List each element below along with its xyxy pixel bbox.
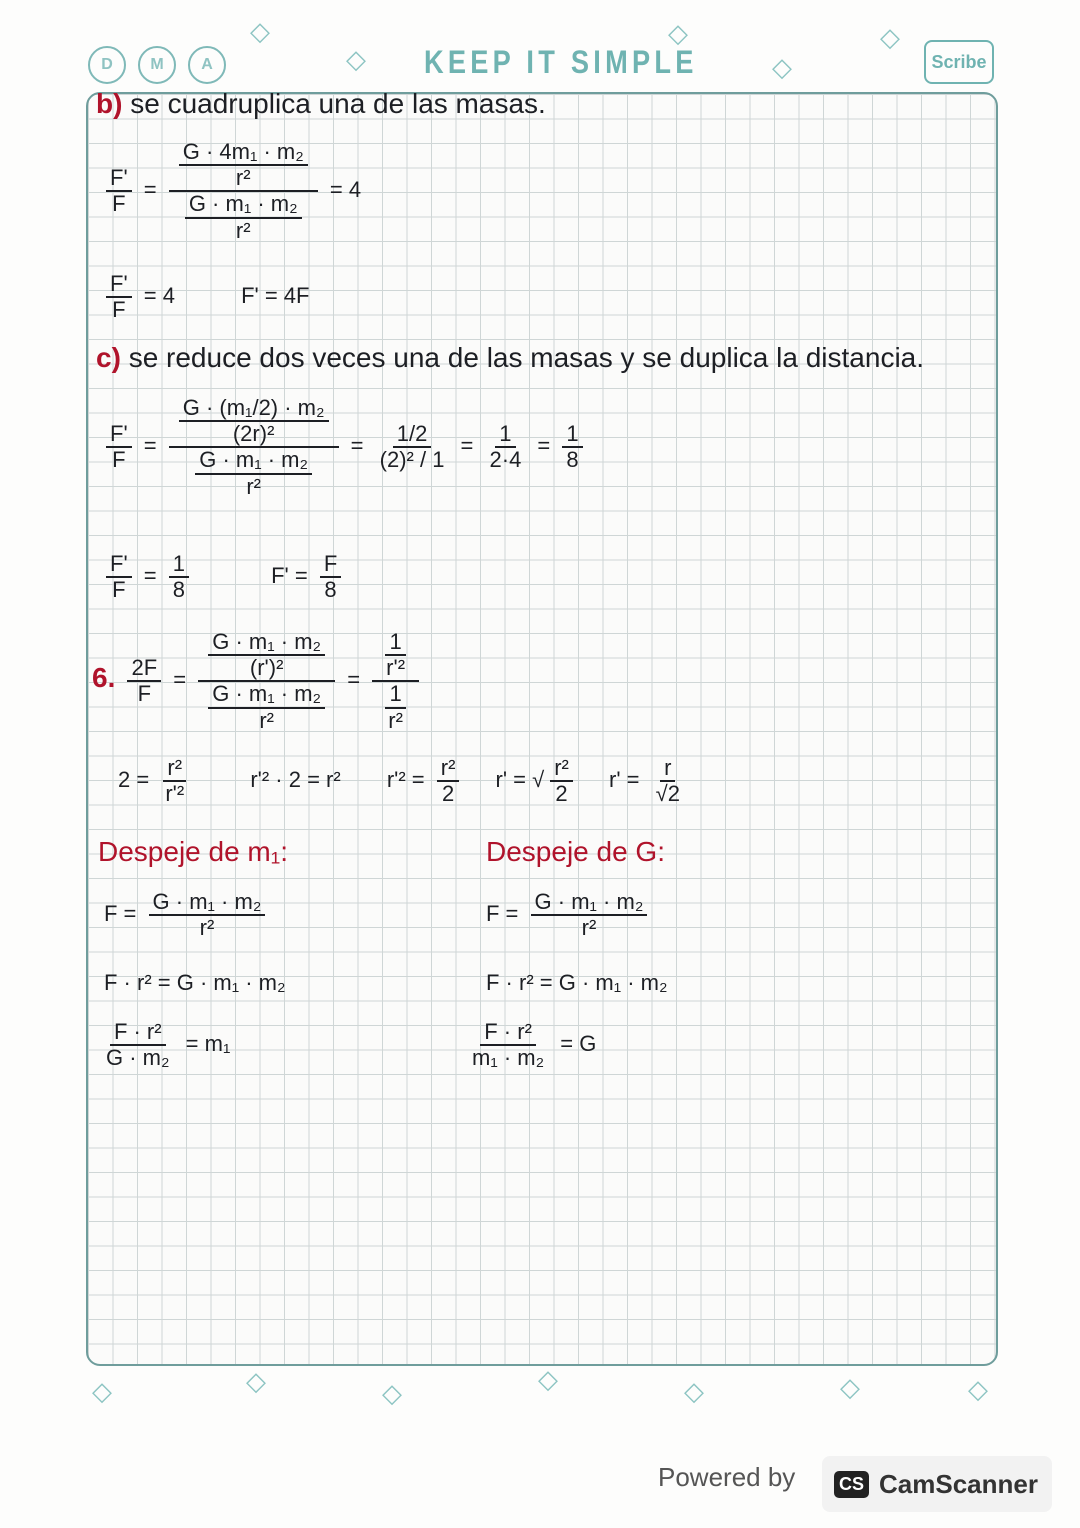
despeje-g-l3 <box>462 1020 596 1070</box>
den: r'² <box>165 781 185 807</box>
num: 1 <box>385 682 405 708</box>
diamond-icon: ◇ <box>668 18 688 48</box>
den: 8 <box>324 577 337 603</box>
despeje-m1-l1 <box>104 890 271 940</box>
q6-label: 6. <box>92 662 116 694</box>
den: 2 <box>441 781 455 807</box>
q6-eq2 <box>118 756 690 806</box>
diamond-icon: ◇ <box>92 1376 112 1406</box>
den: G · m₂ <box>106 1045 170 1071</box>
diamond-icon: ◇ <box>968 1374 988 1404</box>
num: G · m₁ · m₂ <box>149 890 266 916</box>
q6-eq1: 6. $\frac{2F}{F}$ = $\frac{\frac{\text{G · m₁ · m₂}}{\text{(r')²}}}{\frac{\text{G · m₁ · m₂}}{\text{r²}}}$ = $\frac{\frac{1}{\text{r'²}}}{\frac{1}{\text{r²}}}$ <box>92 630 425 733</box>
despeje-g-heading: Despeje de G: <box>486 836 665 867</box>
lhs: F = <box>104 901 137 926</box>
den: r² <box>199 915 215 941</box>
den: F <box>112 191 126 217</box>
rhs: = 4 <box>143 283 175 308</box>
part-b-heading <box>96 88 546 120</box>
diamond-icon: ◇ <box>684 1376 704 1406</box>
rhs: = m₁ <box>185 1031 231 1056</box>
powered-by-text: Powered by <box>658 1462 796 1492</box>
den: r² <box>388 707 403 733</box>
part-c-eq2: $\frac{F'}{F}$ = $\frac{1}{8}$ F' = $\frac{F}{8}$ <box>100 552 347 602</box>
num: F' <box>106 552 132 578</box>
diamond-icon: ◇ <box>538 1364 558 1394</box>
diamond-icon: ◇ <box>250 16 270 46</box>
den: r² <box>235 165 251 191</box>
camscanner-logo-icon: CS <box>834 1471 869 1498</box>
den: r² <box>235 217 251 243</box>
diamond-icon: ◇ <box>772 52 792 82</box>
num: F' <box>106 166 132 192</box>
part-b-eq1: $\frac{F'}{F}$ = $\frac{\frac{\text{G · 4m₁ · m₂}}{\text{r²}}}{\frac{\text{G · m₁ · m₂}}{\text{r²}}}$ = 4 <box>100 140 361 243</box>
num: G · 4m₁ · m₂ <box>179 140 308 166</box>
part-b-label: b) <box>96 88 123 119</box>
num: G · m₁ · m₂ <box>208 682 325 708</box>
num: F · r² <box>110 1020 166 1046</box>
part-b-text: se cuadruplica una de las masas. <box>130 88 546 119</box>
num: F · r² <box>480 1020 536 1046</box>
d-lhs: r' = √ <box>495 767 545 792</box>
part-c-heading <box>96 342 924 374</box>
den: F <box>112 577 126 603</box>
num: r² <box>550 756 573 782</box>
badge-d: D <box>88 46 126 84</box>
num: r² <box>437 756 460 782</box>
diamond-icon: ◇ <box>880 22 900 52</box>
den: (2)² / 1 <box>379 447 445 473</box>
num: F' <box>106 422 132 448</box>
lhs: F = <box>486 901 519 926</box>
despeje-m1-l3 <box>96 1020 230 1070</box>
diamond-icon: ◇ <box>246 1366 266 1396</box>
part-c-label: c) <box>96 342 121 373</box>
den: 2 <box>555 781 568 807</box>
final: F' = 4F <box>241 283 310 308</box>
c-lhs: r'² = <box>386 767 425 792</box>
num: r² <box>163 756 186 782</box>
num: 1 <box>169 552 189 578</box>
num: F <box>320 552 341 578</box>
a-lhs: 2 = <box>118 767 150 792</box>
den: 8 <box>172 577 185 603</box>
part-c-eq1: $\frac{F'}{F}$ = $\frac{\frac{\text{G · (m₁/2) · m₂}}{\text{(2r)²}}}{\frac{\text{G · m₁ · m₂}}{\text{r²}}}$ = $\frac{1/2}{\text{(2)² / 1}}$ = $\frac{1}{2\cdot 4}$ = $\frac{1}{8}$ <box>100 396 589 499</box>
num: 2F <box>127 656 161 682</box>
den: 8 <box>566 447 579 473</box>
den: F <box>112 447 126 473</box>
num: 1 <box>562 422 582 448</box>
num: 1/2 <box>393 422 432 448</box>
badge-a: A <box>188 46 226 84</box>
num: F' <box>106 272 132 298</box>
den: r'² <box>386 655 406 681</box>
despeje-g-l2: F · r² = G · m₁ · m₂ <box>486 970 668 995</box>
result: = 4 <box>329 177 362 203</box>
den: √2 <box>655 781 680 807</box>
camscanner-name: CamScanner <box>879 1468 1038 1499</box>
badge-m: M <box>138 46 176 84</box>
camscanner-badge <box>822 1456 1052 1512</box>
num: r <box>660 756 675 782</box>
diamond-icon: ◇ <box>382 1378 402 1408</box>
num: 1 <box>495 422 515 448</box>
diamond-icon: ◇ <box>840 1372 860 1402</box>
e-lhs: r' = <box>609 767 640 792</box>
despeje-g-l1 <box>486 890 653 940</box>
den: F <box>137 681 152 707</box>
part-b-eq2 <box>100 272 309 322</box>
brand-logo: Scribe <box>924 40 994 84</box>
rhs: = G <box>560 1031 597 1056</box>
den: 2·4 <box>489 447 522 473</box>
page-title: KEEP IT SIMPLE <box>424 44 698 80</box>
num: G · m₁ · m₂ <box>208 630 325 656</box>
den: m₁ · m₂ <box>472 1045 545 1071</box>
despeje-m1-l2: F · r² = G · m₁ · m₂ <box>104 970 286 995</box>
part-c-text: se reduce dos veces una de las masas y se duplica la distancia. <box>128 342 925 373</box>
den: (2r)² <box>232 421 275 447</box>
num: G · m₁ · m₂ <box>195 448 312 474</box>
den: (r')² <box>249 655 284 681</box>
num: G · m₁ · m₂ <box>185 192 302 218</box>
diamond-icon: ◇ <box>346 44 366 74</box>
den: r² <box>259 707 274 733</box>
num: G · m₁ · m₂ <box>531 890 648 916</box>
den: r² <box>581 915 597 941</box>
num: G · (m₁/2) · m₂ <box>179 396 329 422</box>
b: r'² · 2 = r² <box>250 767 341 792</box>
den: r² <box>246 473 261 499</box>
despeje-m1-heading: Despeje de m₁: <box>98 836 288 867</box>
num: 1 <box>385 630 405 656</box>
den: F <box>112 297 126 323</box>
final-lhs: F' = <box>271 563 308 588</box>
